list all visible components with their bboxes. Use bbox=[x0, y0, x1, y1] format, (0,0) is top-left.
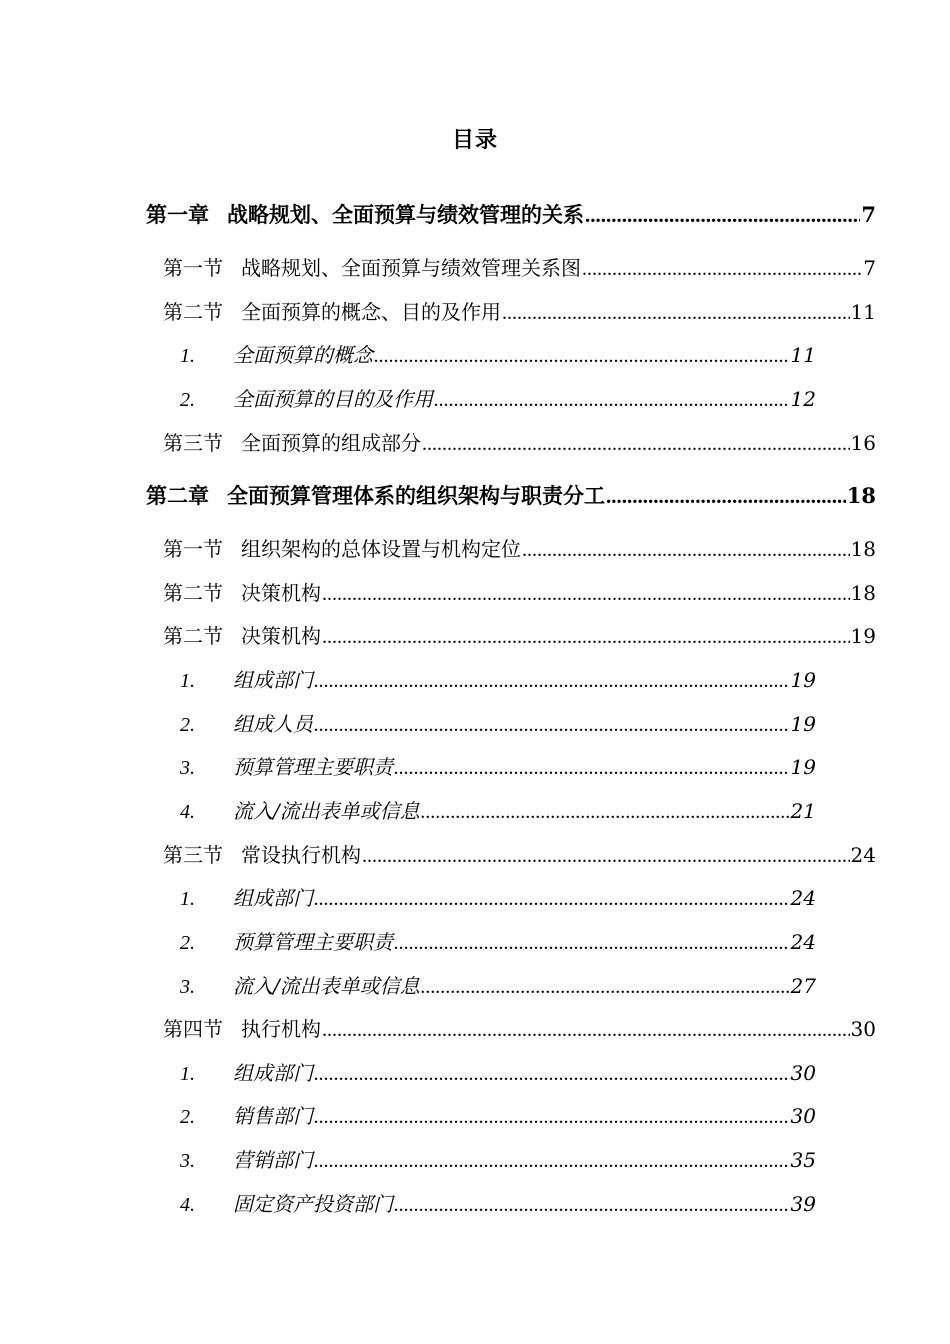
entry-number: 2. bbox=[180, 1106, 195, 1128]
entry-number: 第二节 bbox=[163, 300, 223, 324]
entry-number: 第四节 bbox=[163, 1017, 223, 1041]
entry-text: 组成部门 bbox=[233, 668, 313, 692]
leader-dots bbox=[421, 972, 790, 1002]
entry-number: 1. bbox=[180, 888, 195, 910]
page-number: 19 bbox=[790, 668, 816, 692]
entry-text: 组成人员 bbox=[233, 712, 313, 736]
page-number: 18 bbox=[850, 581, 876, 605]
entry-number: 第一节 bbox=[163, 256, 223, 280]
toc-section-entry[interactable] bbox=[163, 534, 876, 564]
toc-section-entry[interactable] bbox=[163, 297, 876, 327]
page-number: 7 bbox=[863, 256, 876, 280]
toc-item-entry[interactable] bbox=[180, 752, 816, 782]
entry-text: 执行机构 bbox=[241, 1017, 321, 1041]
leader-dots bbox=[314, 884, 790, 914]
entry-text: 流入/流出表单或信息 bbox=[233, 974, 420, 998]
entry-text: 决策机构 bbox=[241, 581, 321, 605]
page-number: 19 bbox=[850, 624, 876, 648]
toc-item-entry[interactable] bbox=[180, 883, 816, 913]
entry-text: 预算管理主要职责 bbox=[233, 755, 393, 779]
entry-text: 全面预算的概念、目的及作用 bbox=[241, 300, 501, 324]
entry-number: 2. bbox=[180, 389, 195, 411]
toc-chapter-entry[interactable] bbox=[146, 481, 876, 511]
leader-dots bbox=[322, 579, 850, 609]
leader-dots bbox=[394, 928, 790, 958]
leader-dots bbox=[314, 1102, 790, 1132]
leader-dots bbox=[606, 481, 846, 511]
page-number: 7 bbox=[861, 202, 876, 227]
toc-section-entry[interactable] bbox=[163, 621, 876, 651]
toc-item-entry[interactable] bbox=[180, 1145, 816, 1175]
leader-dots bbox=[394, 753, 790, 783]
page-number: 30 bbox=[790, 1061, 816, 1085]
entry-text: 决策机构 bbox=[241, 624, 321, 648]
page-number: 16 bbox=[850, 431, 876, 455]
toc-item-entry[interactable] bbox=[180, 1189, 816, 1219]
toc-title: 目录 bbox=[451, 127, 498, 153]
toc-item-entry[interactable] bbox=[180, 665, 816, 695]
entry-number: 第二节 bbox=[163, 581, 223, 605]
entry-number: 2. bbox=[180, 714, 195, 736]
page-number: 11 bbox=[790, 343, 816, 367]
leader-dots bbox=[522, 535, 850, 565]
entry-number: 第一节 bbox=[163, 537, 223, 561]
toc-section-entry[interactable] bbox=[163, 578, 876, 608]
page-number: 35 bbox=[790, 1148, 816, 1172]
toc-item-entry[interactable] bbox=[180, 384, 816, 414]
leader-dots bbox=[322, 1015, 850, 1045]
entry-number: 第三节 bbox=[163, 431, 223, 455]
entry-text: 组成部门 bbox=[233, 886, 313, 910]
page-number: 24 bbox=[790, 930, 816, 954]
leader-dots bbox=[314, 1059, 790, 1089]
leader-dots bbox=[394, 1190, 790, 1220]
toc-item-entry[interactable] bbox=[180, 796, 816, 826]
entry-text: 组成部门 bbox=[233, 1061, 313, 1085]
leader-dots bbox=[502, 298, 850, 328]
entry-number: 3. bbox=[180, 757, 195, 779]
leader-dots bbox=[314, 710, 790, 740]
leader-dots bbox=[421, 797, 790, 827]
leader-dots bbox=[314, 666, 790, 696]
entry-number: 第二节 bbox=[163, 624, 223, 648]
leader-dots bbox=[322, 622, 850, 652]
entry-text: 常设执行机构 bbox=[241, 843, 361, 867]
toc-item-entry[interactable] bbox=[180, 1101, 816, 1131]
entry-text: 战略规划、全面预算与绩效管理关系图 bbox=[241, 256, 581, 280]
entry-text: 全面预算的概念 bbox=[233, 343, 373, 367]
page-number: 21 bbox=[790, 799, 816, 823]
entry-text: 销售部门 bbox=[233, 1104, 313, 1128]
toc-item-entry[interactable] bbox=[180, 1058, 816, 1088]
entry-text: 营销部门 bbox=[233, 1148, 313, 1172]
entry-text: 全面预算的组成部分 bbox=[241, 431, 421, 455]
toc-section-entry[interactable] bbox=[163, 428, 876, 458]
entry-number: 4. bbox=[180, 801, 195, 823]
page-number: 18 bbox=[850, 537, 876, 561]
leader-dots bbox=[582, 254, 862, 284]
entry-text: 固定资产投资部门 bbox=[233, 1192, 393, 1216]
toc-item-entry[interactable] bbox=[180, 340, 816, 370]
entry-number: 3. bbox=[180, 976, 195, 998]
toc-item-entry[interactable] bbox=[180, 927, 816, 957]
entry-text: 预算管理主要职责 bbox=[233, 930, 393, 954]
toc-item-entry[interactable] bbox=[180, 971, 816, 1001]
page-number: 30 bbox=[850, 1017, 876, 1041]
entry-text: 全面预算的目的及作用 bbox=[233, 387, 433, 411]
page-number: 18 bbox=[846, 483, 876, 508]
entry-number: 1. bbox=[180, 1063, 195, 1085]
leader-dots bbox=[422, 429, 850, 459]
toc-section-entry[interactable] bbox=[163, 253, 876, 283]
entry-number: 第三节 bbox=[163, 843, 223, 867]
page-number: 19 bbox=[790, 755, 816, 779]
entry-text: 流入/流出表单或信息 bbox=[233, 799, 420, 823]
entry-number: 第二章 bbox=[146, 483, 209, 508]
entry-number: 第一章 bbox=[146, 202, 209, 227]
entry-number: 4. bbox=[180, 1194, 195, 1216]
page-number: 30 bbox=[790, 1104, 816, 1128]
page-number: 19 bbox=[790, 712, 816, 736]
entry-number: 3. bbox=[180, 1150, 195, 1172]
toc-chapter-entry[interactable] bbox=[146, 200, 876, 230]
page-number: 39 bbox=[790, 1192, 816, 1216]
entry-number: 1. bbox=[180, 345, 195, 367]
leader-dots bbox=[314, 1146, 790, 1176]
page-number: 24 bbox=[850, 843, 876, 867]
toc-item-entry[interactable] bbox=[180, 709, 816, 739]
page-number: 12 bbox=[790, 387, 816, 411]
leader-dots bbox=[434, 385, 790, 415]
toc-section-entry[interactable] bbox=[163, 840, 876, 870]
entry-text: 全面预算管理体系的组织架构与职责分工 bbox=[227, 483, 605, 508]
entry-text: 组织架构的总体设置与机构定位 bbox=[241, 537, 521, 561]
leader-dots bbox=[362, 841, 850, 871]
page-number: 27 bbox=[790, 974, 816, 998]
entry-number: 1. bbox=[180, 670, 195, 692]
leader-dots bbox=[374, 341, 790, 371]
toc-section-entry[interactable] bbox=[163, 1014, 876, 1044]
entry-number: 2. bbox=[180, 932, 195, 954]
page-number: 24 bbox=[790, 886, 816, 910]
page-number: 11 bbox=[850, 300, 876, 324]
leader-dots bbox=[585, 200, 860, 230]
entry-text: 战略规划、全面预算与绩效管理的关系 bbox=[227, 202, 584, 227]
